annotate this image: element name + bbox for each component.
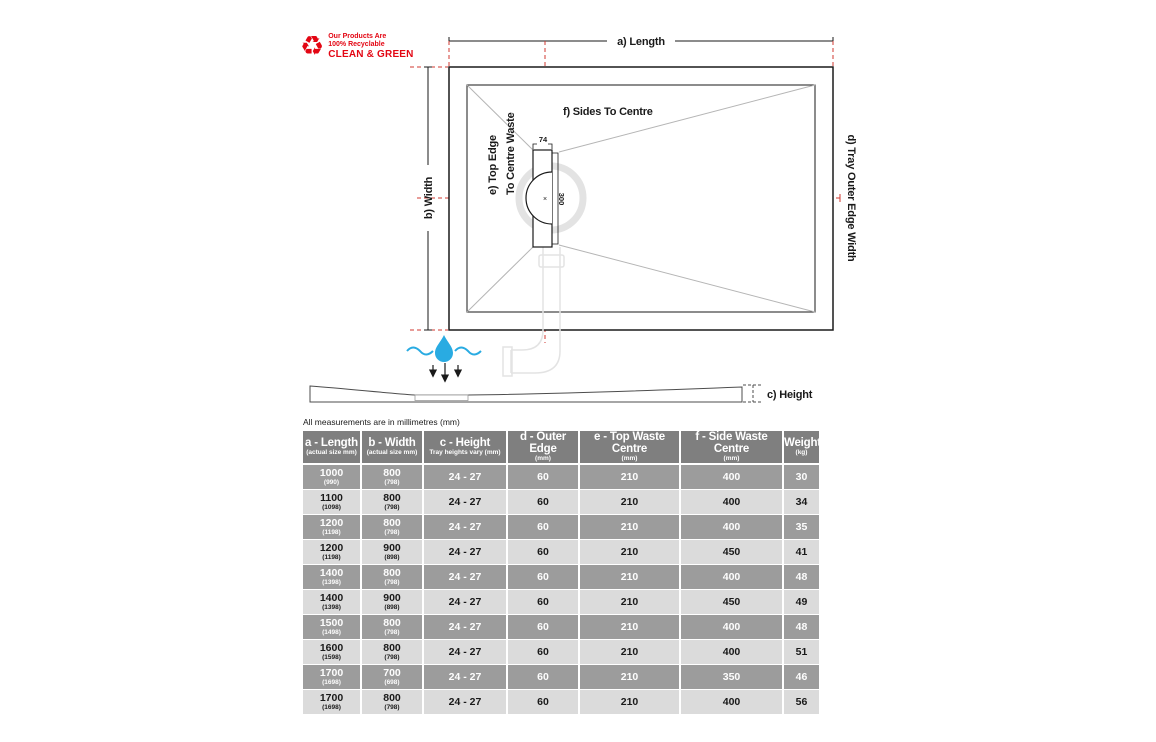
table-cell: 48 xyxy=(783,615,819,640)
table-cell: 450 xyxy=(680,590,783,615)
table-cell: 700 (698) xyxy=(361,665,423,690)
table-cell: 1500 (1498) xyxy=(303,615,361,640)
table-cell: 60 xyxy=(507,690,579,715)
table-cell: 800 (798) xyxy=(361,490,423,515)
table-cell: 210 xyxy=(579,590,680,615)
table-cell: 1400 (1398) xyxy=(303,565,361,590)
table-cell: 400 xyxy=(680,690,783,715)
table-cell: 800 (798) xyxy=(361,565,423,590)
table-cell: 60 xyxy=(507,515,579,540)
table-cell: 400 xyxy=(680,490,783,515)
table-cell: 51 xyxy=(783,640,819,665)
height-dimension xyxy=(743,385,763,402)
column-header: c - Height Tray heights vary (mm) xyxy=(423,431,507,464)
table-cell: 60 xyxy=(507,615,579,640)
table-cell: 400 xyxy=(680,565,783,590)
table-cell: 1600 (1598) xyxy=(303,640,361,665)
table-cell: 210 xyxy=(579,615,680,640)
table-cell: 1200 (1198) xyxy=(303,540,361,565)
table-row xyxy=(303,540,819,565)
tray-side-profile xyxy=(310,386,742,402)
column-header: b - Width (actual size mm) xyxy=(361,431,423,464)
table-cell: 24 - 27 xyxy=(423,640,507,665)
table-row xyxy=(303,665,819,690)
table-cell: 800 (798) xyxy=(361,515,423,540)
table-row xyxy=(303,565,819,590)
table-cell: 210 xyxy=(579,540,680,565)
table-cell: 400 xyxy=(680,464,783,490)
table-cell: 24 - 27 xyxy=(423,464,507,490)
table-cell: 1700 (1698) xyxy=(303,690,361,715)
label-top-edge-line2: To Centre Waste xyxy=(505,112,517,195)
label-waste-width: 74 xyxy=(538,135,548,144)
measurement-note: All measurements are in millimetres (mm) xyxy=(303,417,460,427)
label-tray-outer-edge-width: d) Tray Outer Edge Width xyxy=(845,134,857,262)
table-cell: 400 xyxy=(680,615,783,640)
table-cell: 34 xyxy=(783,490,819,515)
table-cell: 48 xyxy=(783,565,819,590)
spec-table-header xyxy=(303,431,819,464)
table-cell: 400 xyxy=(680,515,783,540)
table-cell: 800 (798) xyxy=(361,690,423,715)
tray-technical-drawing xyxy=(295,25,870,425)
table-cell: 210 xyxy=(579,640,680,665)
table-cell: 210 xyxy=(579,565,680,590)
table-cell: 1700 (1698) xyxy=(303,665,361,690)
table-cell: 210 xyxy=(579,515,680,540)
table-cell: 35 xyxy=(783,515,819,540)
table-cell: 60 xyxy=(507,590,579,615)
column-header: d - Outer Edge (mm) xyxy=(507,431,579,464)
table-cell: 1000 (990) xyxy=(303,464,361,490)
table-row xyxy=(303,690,819,715)
table-row xyxy=(303,640,819,665)
table-cell: 60 xyxy=(507,540,579,565)
column-header: a - Length (actual size mm) xyxy=(303,431,361,464)
table-cell: 24 - 27 xyxy=(423,490,507,515)
logo-line-3: CLEAN & GREEN xyxy=(328,49,414,60)
table-cell: 1400 (1398) xyxy=(303,590,361,615)
table-cell: 450 xyxy=(680,540,783,565)
table-cell: 210 xyxy=(579,464,680,490)
table-cell: 60 xyxy=(507,464,579,490)
label-top-edge-line1: e) Top Edge xyxy=(487,135,499,195)
table-cell: 24 - 27 xyxy=(423,615,507,640)
table-row xyxy=(303,515,819,540)
table-cell: 60 xyxy=(507,665,579,690)
table-cell: 24 - 27 xyxy=(423,515,507,540)
label-sides-to-centre: f) Sides To Centre xyxy=(563,106,653,118)
column-header: Weight (kg) xyxy=(783,431,819,464)
table-cell: 24 - 27 xyxy=(423,590,507,615)
table-cell: 1100 (1098) xyxy=(303,490,361,515)
water-droplet-icon xyxy=(435,335,453,362)
table-cell: 900 (898) xyxy=(361,540,423,565)
label-waste-length: 300 xyxy=(557,192,566,206)
recycle-icon: ♻ xyxy=(300,31,325,61)
table-cell: 350 xyxy=(680,665,783,690)
table-row xyxy=(303,590,819,615)
spec-table-head-row xyxy=(303,431,819,464)
table-cell: 41 xyxy=(783,540,819,565)
table-cell: 56 xyxy=(783,690,819,715)
table-cell: 30 xyxy=(783,464,819,490)
table-cell: 1200 (1198) xyxy=(303,515,361,540)
table-cell: 46 xyxy=(783,665,819,690)
table-cell: 800 (798) xyxy=(361,464,423,490)
label-length: a) Length xyxy=(617,36,665,48)
table-row xyxy=(303,490,819,515)
table-cell: 400 xyxy=(680,640,783,665)
table-cell: 210 xyxy=(579,490,680,515)
table-cell: 24 - 27 xyxy=(423,665,507,690)
table-cell: 800 (798) xyxy=(361,615,423,640)
waste-centre-marker: × xyxy=(542,196,548,203)
logo-line-1: Our Products Are xyxy=(328,33,387,40)
waste-channel-side xyxy=(415,395,468,401)
table-cell: 210 xyxy=(579,690,680,715)
column-header: f - Side Waste Centre (mm) xyxy=(680,431,783,464)
logo-line-2: 100% Recyclable xyxy=(328,41,385,48)
table-cell: 900 (898) xyxy=(361,590,423,615)
table-row xyxy=(303,615,819,640)
table-cell: 60 xyxy=(507,565,579,590)
flow-arrows xyxy=(433,363,458,381)
table-cell: 60 xyxy=(507,490,579,515)
label-height: c) Height xyxy=(767,389,813,401)
table-row xyxy=(303,464,819,490)
table-cell: 49 xyxy=(783,590,819,615)
column-header: e - Top Waste Centre (mm) xyxy=(579,431,680,464)
table-cell: 60 xyxy=(507,640,579,665)
table-cell: 24 - 27 xyxy=(423,690,507,715)
table-cell: 800 (798) xyxy=(361,640,423,665)
table-cell: 24 - 27 xyxy=(423,540,507,565)
spec-table xyxy=(303,431,819,715)
table-cell: 210 xyxy=(579,665,680,690)
spec-table-body xyxy=(303,464,819,715)
label-width: b) Width xyxy=(423,176,435,220)
table-cell: 24 - 27 xyxy=(423,565,507,590)
